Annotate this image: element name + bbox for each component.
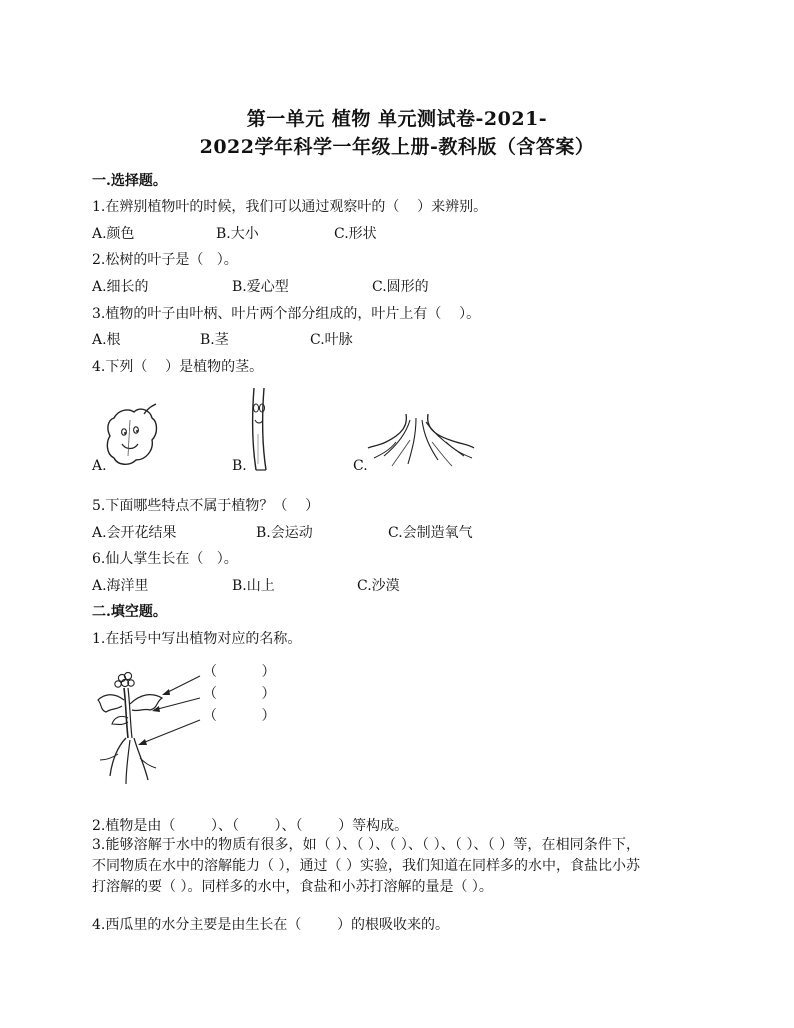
q5-option-b: B.会运动	[256, 525, 313, 541]
q5-option-a: A.会开花结果	[92, 525, 177, 541]
roots-image	[366, 412, 476, 468]
section2-heading: 二.填空题。	[92, 604, 167, 620]
fill-q3-text: 3.能够溶解于水中的物质有很多，如（ ）、（ ）、（ ）、（ ）、（ ）、（ ）等，在相同条件下，不同物质在水中的溶解能力（ ），通过（ ）实验，我们知道在同样多的水中，食盐比小苏打溶解的要（ ）。同样多的水中，食盐和小苏打溶解的量是（ ）。	[92, 837, 640, 895]
q6-option-a: A.海洋里	[92, 578, 149, 594]
fill-q2-text: 2.植物是由（ ）、（ ）、（ ）等构成。	[92, 818, 409, 834]
q5-option-c: C.会制造氧气	[388, 525, 473, 541]
doc-title-line2: 2022学年科学一年级上册-教科版（含答案）	[199, 136, 595, 158]
q4-text: 4.下列（ ）是植物的茎。	[92, 359, 264, 375]
leaf-image	[104, 400, 162, 470]
q4-option-c: C.	[353, 458, 368, 474]
fill-q1-text: 1.在括号中写出植物对应的名称。	[92, 631, 302, 647]
q2-option-a: A.细长的	[92, 279, 149, 295]
plant-blank-2: （ ）	[203, 686, 276, 702]
q1-option-b: B.大小	[216, 226, 259, 242]
q6-option-c: C.沙漠	[357, 578, 400, 594]
q3-text: 3.植物的叶子由叶柄、叶片两个部分组成的，叶片上有（ ）。	[92, 306, 481, 322]
q3-option-a: A.根	[92, 332, 121, 348]
plant-diagram	[92, 664, 212, 788]
q1-option-a: A.颜色	[92, 226, 135, 242]
q5-text: 5.下面哪些特点不属于植物？（ ）	[92, 498, 320, 514]
q3-option-b: B.茎	[200, 332, 229, 348]
q2-option-b: B.爱心型	[232, 279, 289, 295]
q2-option-c: C.圆形的	[372, 279, 429, 295]
q2-text: 2.松树的叶子是（ ）。	[92, 252, 238, 268]
q4-option-b: B.	[232, 458, 247, 474]
doc-title-line1: 第一单元 植物 单元测试卷-2021-	[246, 108, 548, 130]
plant-blank-1: （ ）	[203, 664, 276, 680]
q6-option-b: B.山上	[232, 578, 275, 594]
q1-option-c: C.形状	[334, 226, 377, 242]
fill-q4-text: 4.西瓜里的水分主要是由生长在（ ）的根吸收来的。	[92, 917, 449, 933]
q6-text: 6.仙人掌生长在（ ）。	[92, 551, 238, 567]
q1-text: 1.在辨别植物叶的时候，我们可以通过观察叶的（ ）来辨别。	[92, 199, 488, 215]
plant-blank-3: （ ）	[203, 708, 276, 724]
q4-option-a: A.	[92, 458, 107, 474]
section1-heading: 一.选择题。	[92, 173, 167, 189]
q3-option-c: C.叶脉	[310, 332, 353, 348]
